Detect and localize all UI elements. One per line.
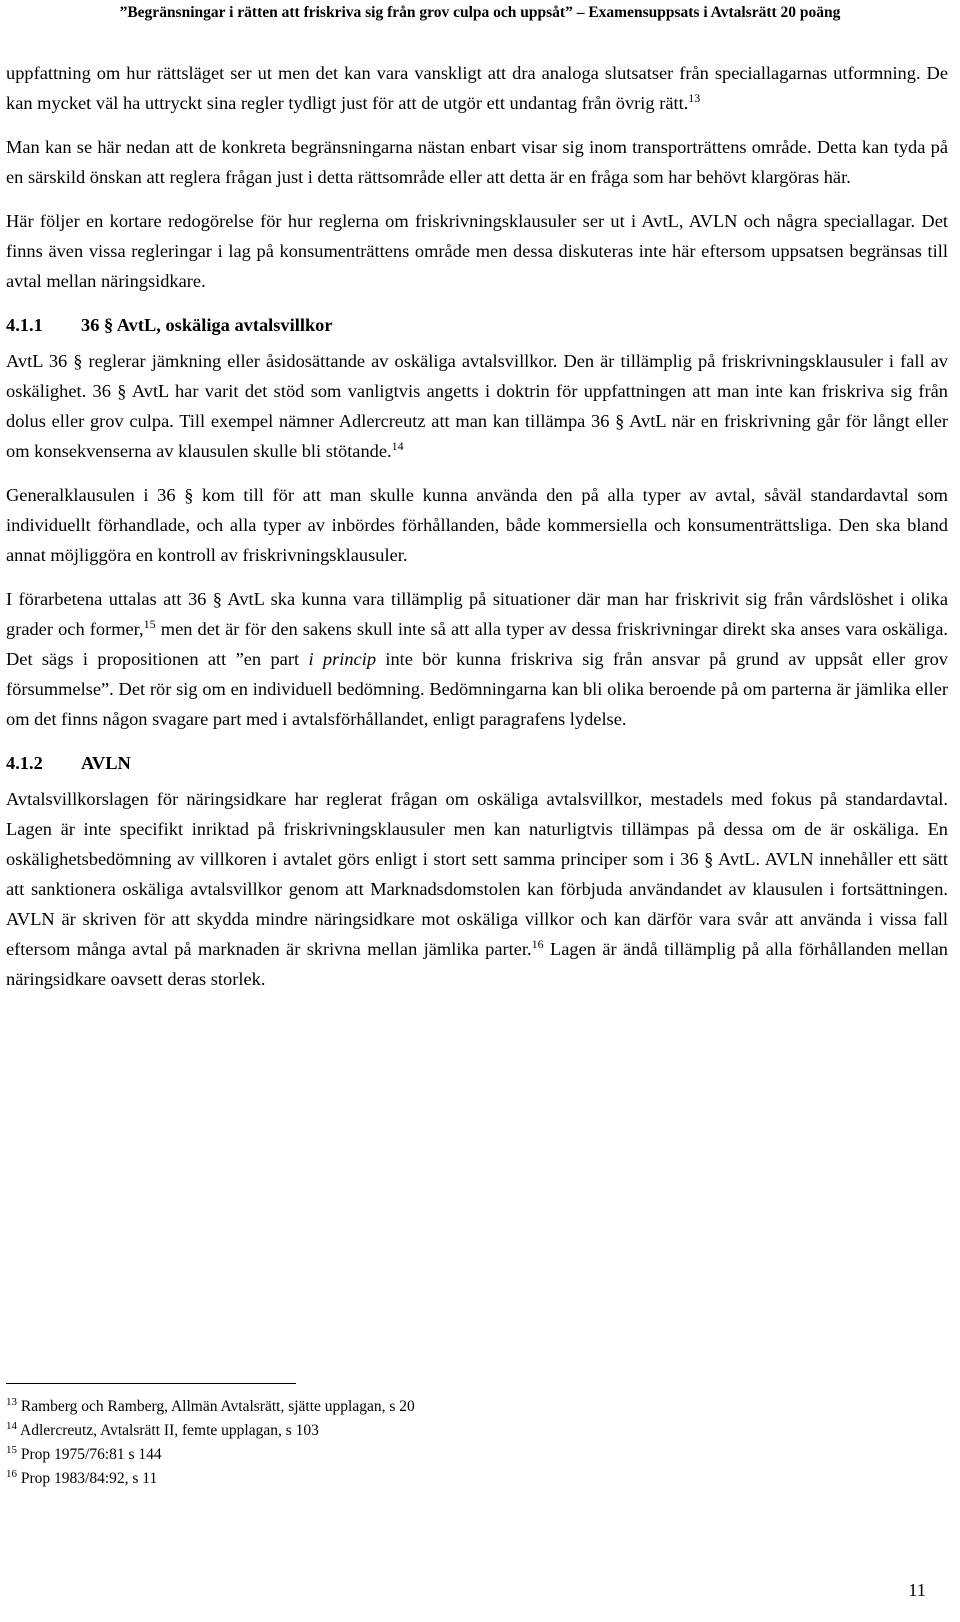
footnote: [6, 1443, 906, 1467]
footnote: [6, 1419, 906, 1443]
paragraph-text: men det är för den sakens skull inte så att alla typer av dessa friskrivningar direkt ska anses vara oskäliga. Det sägs i propositionen att ”en part: [6, 619, 948, 669]
page-number: 11: [908, 1580, 926, 1600]
italic-text: i princip: [308, 649, 377, 669]
paragraph-text: I förarbetena uttalas att 36 § AvtL ska kunna vara tillämplig på situationer där man har friskrivit sig från vårdslöshet i olika grader och former,: [6, 589, 948, 639]
footnote-number: 16: [6, 1468, 17, 1480]
paragraph-text: Lagen är ändå tillämplig på alla förhållanden mellan näringsidkare oavsett deras storlek.: [6, 939, 948, 989]
footnote-ref[interactable]: 15: [143, 617, 156, 631]
footnote-ref[interactable]: 13: [688, 91, 701, 105]
paragraph-text: Här följer en kortare redogörelse för hur reglerna om friskrivningsklausuler ser ut i AvtL, AVLN och några speciallagar. Det finns även vissa regleringar i lag på konsumenträttens område men dessa diskuteras inte här eftersom uppsatsen begränsas till avtal mellan näringsidkare.: [6, 211, 948, 291]
paragraph: [6, 58, 948, 118]
footnote-ref[interactable]: 14: [391, 439, 404, 453]
footnote: [6, 1395, 906, 1419]
footnote: [6, 1467, 906, 1491]
section-heading: [6, 310, 948, 340]
footnote-divider: [6, 1383, 296, 1384]
paragraph: [6, 784, 948, 994]
paragraph-text: inte bör kunna friskriva sig från ansvar på grund av uppsåt eller grov försummelse”. Det rör sig om en individuell bedömning. Bedömningarna kan bli olika beroende på om parterna är jämlika eller om det finns någon svagare part med i avtalsförhållandet, enligt paragrafens lydelse.: [6, 649, 949, 729]
paragraph: [6, 480, 948, 570]
footnote-text: Prop 1983/84:92, s 11: [20, 1470, 158, 1487]
section-heading: [6, 748, 948, 778]
footnote-text: Adlercreutz, Avtalsrätt II, femte upplagan, s 103: [20, 1422, 319, 1439]
section-title: AVLN: [81, 753, 131, 773]
footnote-text: Ramberg och Ramberg, Allmän Avtalsrätt, sjätte upplagan, s 20: [20, 1398, 415, 1415]
paragraph-text: Avtalsvillkorslagen för näringsidkare har reglerat frågan om oskäliga avtalsvillkor, mestadels med fokus på standardavtal. Lagen är inte specifikt inriktad på friskrivningsklausuler men kan naturligtvis tillämpas på dessa om de är oskäliga. En oskälighetsbedömning av villkoren i avtalet görs enligt i stort sett samma principer som i 36 § AvtL. AVLN innehåller ett sätt att sanktionera oskäliga avtalsvillkor genom att Marknadsdomstolen kan förbjuda användandet av klausulen i fortsättningen. AVLN är skriven för att skydda mindre näringsidkare mot oskäliga villkor och kan därför vara svår att använda i vissa fall eftersom många avtal på marknaden är skrivna mellan jämlika parter.: [6, 789, 948, 959]
paragraph-text: Man kan se här nedan att de konkreta begränsningarna nästan enbart visar sig inom transporträttens område. Detta kan tyda på en särskild önskan att reglera frågan just i detta rättsområde eller att detta är en fråga som har behövt klargöras här.: [6, 137, 948, 187]
footnote-number: 14: [6, 1420, 17, 1432]
section-number: 4.1.1: [6, 315, 43, 335]
footnote-number: 13: [6, 1396, 17, 1408]
paragraph-text: uppfattning om hur rättsläget ser ut men det kan vara vanskligt att dra analoga slutsatser från speciallagarnas utformning. De kan mycket väl ha uttryckt sina regler tydligt just för att de utgör ett undantag från övrig rätt.: [6, 63, 948, 113]
footnote-text: Prop 1975/76:81 s 144: [20, 1446, 162, 1463]
paragraph: [6, 346, 948, 466]
footnote-ref[interactable]: 16: [531, 937, 544, 951]
footnotes: [6, 1395, 906, 1491]
paragraph-text: AvtL 36 § reglerar jämkning eller åsidosättande av oskäliga avtalsvillkor. Den är tillämplig på friskrivningsklausuler i fall av oskälighet. 36 § AvtL har varit det stöd som vanligtvis angetts i doktrin för uppfattningen att man inte kan friskriva sig från dolus eller grov culpa. Till exempel nämner Adlercreutz att man kan tillämpa 36 § AvtL när en friskrivning går för långt eller om konsekvenserna av klausulen skulle bli stötande.: [6, 351, 948, 461]
footnote-number: 15: [6, 1444, 17, 1456]
paragraph: [6, 206, 948, 296]
section-title: 36 § AvtL, oskäliga avtalsvillkor: [81, 315, 333, 335]
page-body: [6, 58, 948, 994]
paragraph: [6, 132, 948, 192]
paragraph: [6, 584, 948, 734]
running-header: ”Begränsningar i rätten att friskriva sig från grov culpa och uppsåt” – Examensuppsats i Avtalsrätt 20 poäng: [119, 4, 841, 21]
paragraph-text: Generalklausulen i 36 § kom till för att man skulle kunna använda den på alla typer av avtal, såväl standardavtal som individuellt förhandlade, och alla typer av inbördes förhållanden, både kommersiella och konsumenträttsliga. Den ska bland annat möjliggöra en kontroll av friskrivningsklausuler.: [6, 485, 948, 565]
section-number: 4.1.2: [6, 753, 43, 773]
